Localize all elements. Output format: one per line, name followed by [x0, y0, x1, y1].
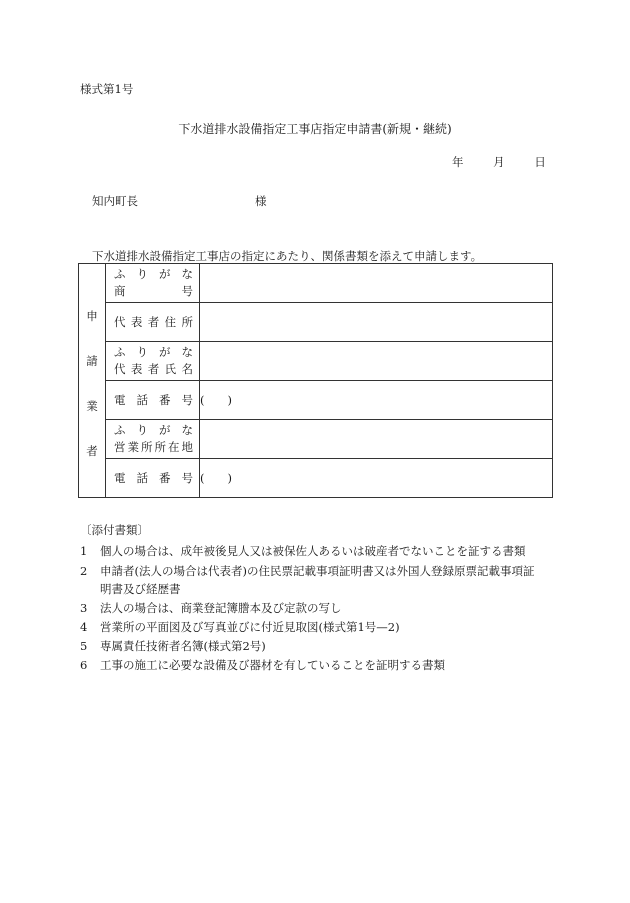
phone-paren: ( )	[200, 471, 232, 485]
date-day: 日	[534, 155, 546, 169]
phone-paren: ( )	[200, 393, 232, 407]
list-item: 6 工事の施工に必要な設備及び器材を有していることを証明する書類	[80, 658, 445, 672]
attachments-title: 〔添付書類〕	[80, 523, 149, 537]
furigana-label: ふ り が な	[114, 423, 193, 437]
row-label	[106, 420, 200, 459]
honorific: 様	[255, 194, 267, 208]
side-char: 業	[86, 399, 98, 413]
applicant-side-label	[79, 264, 106, 498]
side-char: 申	[86, 309, 98, 323]
list-item-continuation: 明書及び経歴書	[100, 582, 181, 596]
date-month: 月	[493, 155, 505, 169]
side-char: 請	[86, 354, 98, 368]
row-label	[106, 303, 200, 342]
table-row	[79, 381, 553, 420]
document-title: 下水道排水設備指定工事店指定申請書(新規・継続)	[178, 122, 452, 136]
rep-name-field[interactable]	[200, 342, 553, 381]
side-char: 者	[86, 444, 98, 458]
rep-address-label: 代 表 者 住 所	[114, 314, 193, 329]
rep-name-label: 代 表 者 氏 名	[114, 362, 193, 376]
date-year: 年	[452, 155, 464, 169]
addressee: 知内町長	[92, 194, 138, 208]
applicant-table	[78, 263, 553, 498]
furigana-label: ふ り が な	[114, 345, 193, 359]
list-item: 1 個人の場合は、成年被後見人又は被保佐人あるいは破産者でないことを証する書類	[80, 544, 526, 558]
form-number: 様式第1号	[80, 82, 134, 96]
list-item: 4 営業所の平面図及び写真並びに付近見取図(様式第1号—2)	[80, 620, 400, 634]
table-row	[79, 303, 553, 342]
phone-label: 電 話 番 号	[114, 470, 193, 485]
rep-address-field[interactable]	[200, 303, 553, 342]
date-line	[452, 154, 546, 170]
table-row	[79, 420, 553, 459]
table-row	[79, 459, 553, 498]
row-label	[106, 381, 200, 420]
phone-field[interactable]	[200, 381, 553, 420]
intro-text: 下水道排水設備指定工事店の指定にあたり、関係書類を添えて申請します。	[92, 249, 483, 263]
office-phone-field[interactable]	[200, 459, 553, 498]
list-item: 3 法人の場合は、商業登記簿謄本及び定款の写し	[80, 601, 342, 615]
list-item: 5 専属責任技術者名簿(様式第2号)	[80, 639, 266, 653]
row-label	[106, 264, 200, 303]
trade-name-label: 商 号	[114, 284, 193, 298]
phone-label: 電 話 番 号	[114, 392, 193, 407]
row-label	[106, 342, 200, 381]
office-location-label: 営 業 所 所 在 地	[114, 440, 193, 454]
furigana-label: ふ り が な	[114, 267, 193, 281]
table-row	[79, 342, 553, 381]
list-item: 2 申請者(法人の場合は代表者)の住民票記載事項証明書又は外国人登録原票記載事項証	[80, 564, 535, 578]
office-location-field[interactable]	[200, 420, 553, 459]
trade-name-field[interactable]	[200, 264, 553, 303]
table-row	[79, 264, 553, 303]
row-label	[106, 459, 200, 498]
